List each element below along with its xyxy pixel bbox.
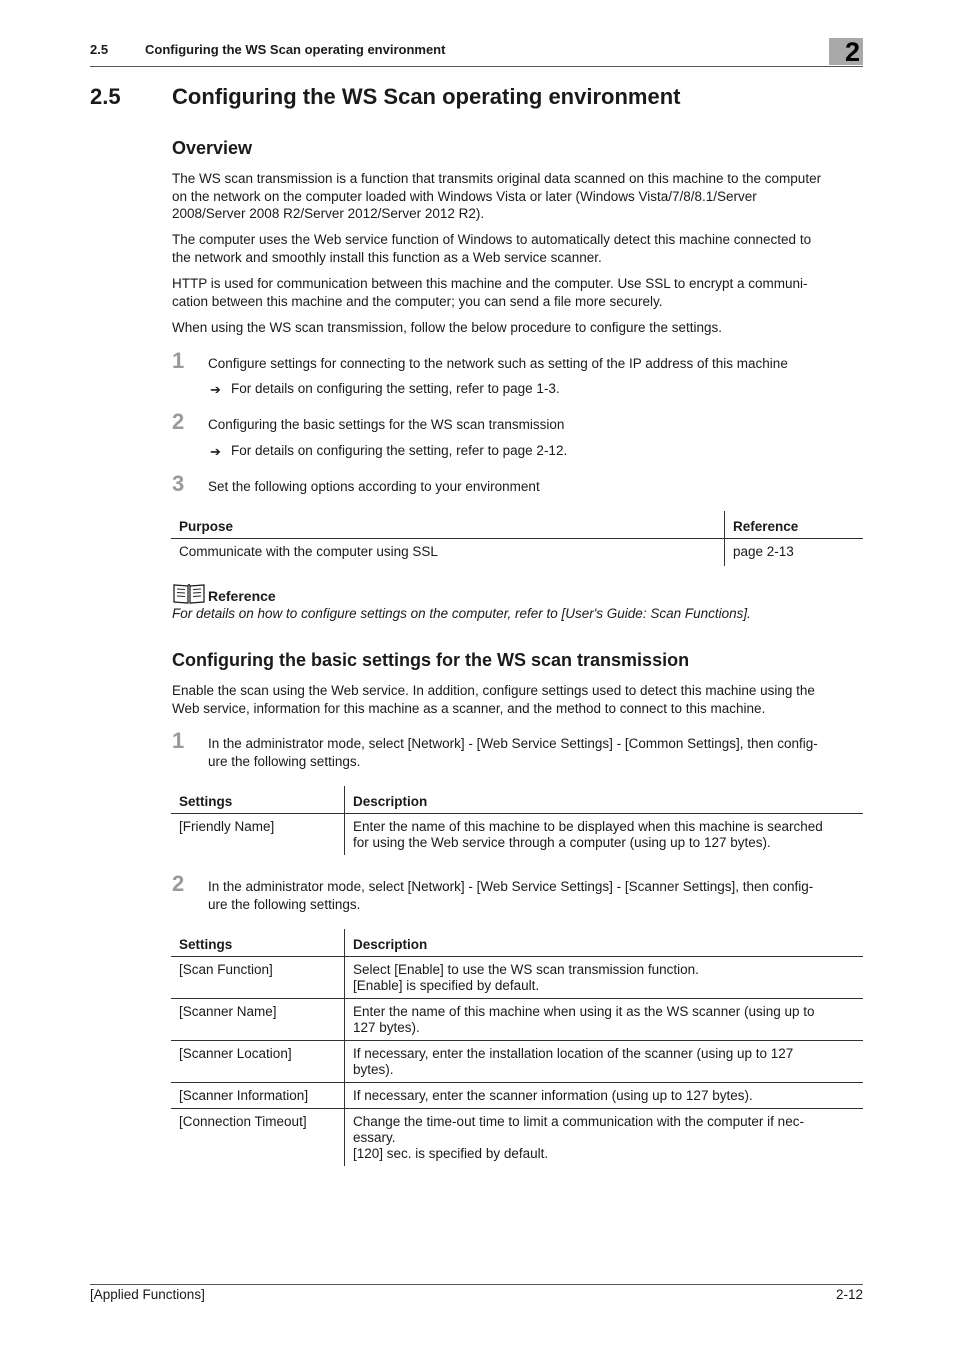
chapter-number: 2 (844, 37, 860, 67)
text-line: cation between this machine and the computer; you can send a file more securely. (172, 293, 663, 309)
arrow-icon: ➔ (210, 382, 221, 397)
text-line: HTTP is used for communication between this machine and the computer. Use SSL to encrypt a communi- (172, 276, 808, 291)
step-note: For details on configuring the setting, refer to page 2-12. (231, 443, 568, 458)
cell-line: essary. (353, 1130, 396, 1145)
table-row (171, 999, 863, 1041)
table-cell (345, 957, 864, 999)
table-row (171, 957, 863, 999)
page-title: Configuring the WS Scan operating environment (172, 84, 681, 109)
step-number: 2 (172, 871, 185, 896)
step-text: Set the following options according to your environment (208, 479, 540, 494)
cell-line: [Enable] is specified by default. (353, 978, 540, 993)
table-cell: page 2-13 (725, 539, 864, 567)
text-line: 2008/Server 2008 R2/Server 2012/Server 2012 R2). (172, 206, 485, 221)
overview-paragraph-3 (172, 275, 864, 310)
page-number: 2-12 (835, 1287, 863, 1302)
step-text (208, 735, 864, 770)
step-text (208, 878, 864, 913)
table-row (171, 1041, 863, 1083)
step-number: 1 (172, 728, 185, 753)
cell-line: Change the time-out time to limit a communication with the computer if nec- (353, 1114, 804, 1129)
text-line: The computer uses the Web service function of Windows to automatically detect this machine connected to (172, 232, 812, 247)
overview-paragraph-2 (172, 231, 864, 266)
step-note: For details on configuring the setting, refer to page 1-3. (231, 381, 560, 396)
cell-line: [120] sec. is specified by default. (353, 1146, 549, 1161)
purpose-table (171, 511, 863, 566)
reference-label: Reference (208, 588, 276, 604)
reference-text: For details on how to configure settings on the computer, refer to [User's Guide: Scan Functions]. (172, 606, 751, 621)
table-cell: [Scanner Location] (171, 1041, 345, 1083)
header-section-title: Configuring the WS Scan operating environment (145, 42, 446, 57)
table-header: Description (345, 929, 864, 957)
table-cell (345, 999, 864, 1041)
table-header-row (171, 929, 863, 957)
footer-manual-name: [Applied Functions] (90, 1287, 205, 1302)
text-line: Web service, information for this machine as a scanner, and the method to connect to this machine. (172, 700, 766, 716)
step-text: Configuring the basic settings for the WS scan transmission (208, 417, 565, 432)
cell-line: for using the Web service through a computer (using up to 127 bytes). (353, 835, 771, 850)
text-line: the network and smoothly install this function as a Web service scanner. (172, 249, 602, 265)
text-line: In the administrator mode, select [Network] - [Web Service Settings] - [Common Settings], then config- (208, 736, 818, 751)
step-number: 3 (172, 471, 185, 496)
cell-line: bytes). (353, 1062, 394, 1077)
table-header: Reference (725, 511, 864, 539)
open-book-icon (172, 581, 206, 605)
text-line: Enable the scan using the Web service. In addition, configure settings used to detect this machine using the (172, 683, 815, 698)
table-row (171, 1083, 863, 1109)
table-header: Settings (171, 929, 345, 957)
scanner-settings-table (171, 929, 863, 1166)
table-cell (345, 1041, 864, 1083)
table-cell: [Scanner Information] (171, 1083, 345, 1109)
basic-settings-heading: Configuring the basic settings for the WS scan transmission (172, 650, 690, 670)
running-header (90, 38, 863, 67)
table-header-row (171, 511, 863, 539)
step-text: Configure settings for connecting to the network such as setting of the IP address of this machine (208, 356, 788, 371)
page-footer (90, 1284, 863, 1302)
step-number: 1 (172, 348, 185, 373)
overview-paragraph-1 (172, 170, 864, 223)
step-number: 2 (172, 409, 185, 434)
table-cell: [Friendly Name] (179, 819, 275, 834)
section-number: 2.5 (90, 84, 121, 109)
text-line: In the administrator mode, select [Network] - [Web Service Settings] - [Scanner Settings], then config- (208, 879, 814, 894)
table-cell: [Scan Function] (171, 957, 345, 999)
cell-line: If necessary, enter the scanner information (using up to 127 bytes). (353, 1088, 753, 1103)
text-line: The WS scan transmission is a function that transmits original data scanned on this machine to the computer (172, 171, 822, 186)
text-line: ure the following settings. (208, 753, 361, 769)
table-cell (345, 814, 864, 856)
table-header-row (171, 786, 863, 814)
table-cell: [Connection Timeout] (179, 1114, 307, 1129)
arrow-icon: ➔ (210, 444, 221, 459)
cell-line: Enter the name of this machine when using it as the WS scanner (using up to (353, 1004, 815, 1019)
cell-line: Enter the name of this machine to be displayed when this machine is searched (353, 819, 823, 834)
basic-settings-paragraph (172, 682, 864, 717)
table-header: Purpose (171, 511, 725, 539)
cell-line: If necessary, enter the installation location of the scanner (using up to 127 (353, 1046, 794, 1061)
cell-line: 127 bytes). (353, 1020, 420, 1035)
chapter-tab (829, 38, 863, 65)
table-cell: [Scanner Name] (171, 999, 345, 1041)
overview-paragraph-4: When using the WS scan transmission, follow the below procedure to configure the settings. (172, 320, 723, 335)
text-line: on the network on the computer loaded with Windows Vista or later (Windows Vista/7/8/8.1/Server (172, 188, 757, 204)
overview-heading: Overview (172, 138, 253, 158)
table-header: Settings (171, 786, 345, 814)
common-settings-table (171, 786, 863, 855)
table-row (171, 1109, 863, 1167)
cell-line: Select [Enable] to use the WS scan transmission function. (353, 962, 699, 977)
table-cell: Communicate with the computer using SSL (179, 544, 438, 559)
table-cell (345, 1109, 864, 1167)
table-cell (345, 1083, 864, 1109)
table-row (171, 814, 863, 856)
table-row (171, 539, 863, 567)
text-line: ure the following settings. (208, 896, 361, 912)
table-header: Description (345, 786, 864, 814)
header-section-number: 2.5 (90, 42, 109, 57)
